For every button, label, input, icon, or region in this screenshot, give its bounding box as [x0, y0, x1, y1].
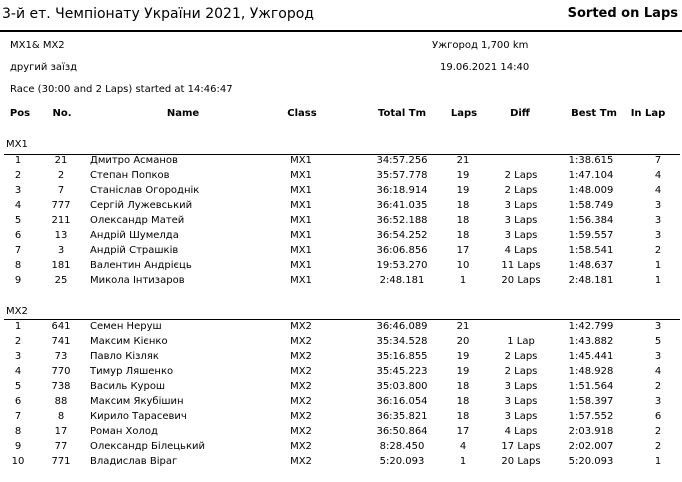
race-name-label: другий заїзд — [10, 62, 78, 73]
cell-laps: 10 — [456, 260, 470, 271]
cell-pos: 1 — [14, 321, 22, 332]
cell-diff: 4 Laps — [504, 426, 538, 437]
cell-diff: 17 Laps — [501, 441, 541, 452]
cell-name: Андрій Шумелда — [90, 230, 179, 241]
cell-total: 35:45.223 — [376, 366, 428, 377]
cell-name: Сергій Лужевський — [90, 200, 193, 211]
cell-laps: 20 — [456, 336, 470, 347]
cell-inlap: 2 — [654, 381, 662, 392]
column-header-diff: Diff — [510, 108, 530, 119]
cell-total: 36:46.089 — [376, 321, 428, 332]
header-divider — [0, 30, 682, 32]
cell-diff: 3 Laps — [504, 411, 538, 422]
cell-name: Владислав Віраг — [90, 456, 178, 467]
cell-name: Степан Попков — [90, 170, 170, 181]
cell-inlap: 5 — [654, 336, 662, 347]
cell-total: 19:53.270 — [376, 260, 428, 271]
cell-no: 25 — [54, 275, 68, 286]
cell-no: 741 — [51, 336, 71, 347]
cell-inlap: 2 — [654, 426, 662, 437]
cell-total: 36:35.821 — [376, 411, 428, 422]
group-label: MX2 — [6, 306, 28, 317]
cell-no: 181 — [51, 260, 71, 271]
column-header-laps: Laps — [450, 108, 478, 119]
track-label: Ужгород 1,700 km — [432, 40, 529, 51]
cell-inlap: 4 — [654, 185, 662, 196]
cell-no: 2 — [57, 170, 65, 181]
group-label: MX1 — [6, 139, 28, 150]
cell-class: MX1 — [290, 260, 312, 271]
cell-pos: 5 — [14, 381, 22, 392]
cell-class: MX2 — [290, 396, 312, 407]
cell-name: Роман Холод — [90, 426, 158, 437]
cell-laps: 21 — [456, 155, 470, 166]
cell-class: MX2 — [290, 351, 312, 362]
cell-no: 21 — [54, 155, 68, 166]
cell-pos: 8 — [14, 260, 22, 271]
cell-laps: 1 — [459, 456, 467, 467]
cell-total: 36:54.252 — [376, 230, 428, 241]
cell-no: 770 — [51, 366, 71, 377]
race-datetime-label: 19.06.2021 14:40 — [440, 62, 530, 73]
sort-indicator: Sorted on Laps — [567, 6, 678, 21]
cell-diff: 1 Lap — [507, 336, 535, 347]
cell-no: 8 — [57, 411, 65, 422]
cell-best: 1:47.104 — [568, 170, 614, 181]
page-title: 3-й ет. Чемпіонату України 2021, Ужгород — [2, 6, 314, 22]
cell-inlap: 4 — [654, 366, 662, 377]
cell-laps: 18 — [456, 215, 470, 226]
cell-laps: 21 — [456, 321, 470, 332]
cell-diff: 2 Laps — [504, 366, 538, 377]
cell-class: MX1 — [290, 230, 312, 241]
cell-total: 35:34.528 — [376, 336, 428, 347]
cell-laps: 18 — [456, 230, 470, 241]
cell-laps: 4 — [459, 441, 467, 452]
cell-name: Дмитро Асманов — [90, 155, 178, 166]
cell-pos: 3 — [14, 185, 22, 196]
cell-class: MX2 — [290, 426, 312, 437]
cell-name: Микола Інтизаров — [90, 275, 185, 286]
cell-diff: 20 Laps — [501, 275, 541, 286]
cell-best: 1:48.637 — [568, 260, 614, 271]
cell-laps: 19 — [456, 366, 470, 377]
cell-diff: 3 Laps — [504, 381, 538, 392]
cell-best: 1:58.541 — [568, 245, 614, 256]
cell-no: 7 — [57, 185, 65, 196]
cell-total: 36:06.856 — [376, 245, 428, 256]
cell-best: 2:03.918 — [568, 426, 614, 437]
cell-best: 1:43.882 — [568, 336, 614, 347]
cell-diff: 3 Laps — [504, 200, 538, 211]
cell-no: 771 — [51, 456, 71, 467]
cell-pos: 10 — [11, 456, 25, 467]
cell-total: 34:57.256 — [376, 155, 428, 166]
classes-label: MX1& MX2 — [10, 40, 65, 51]
cell-name: Тимур Ляшенко — [90, 366, 174, 377]
cell-best: 5:20.093 — [568, 456, 614, 467]
group-divider — [4, 319, 680, 320]
cell-diff: 3 Laps — [504, 230, 538, 241]
cell-pos: 9 — [14, 275, 22, 286]
cell-diff: 3 Laps — [504, 396, 538, 407]
cell-class: MX2 — [290, 336, 312, 347]
cell-class: MX1 — [290, 170, 312, 181]
cell-inlap: 2 — [654, 245, 662, 256]
cell-diff: 2 Laps — [504, 170, 538, 181]
cell-pos: 7 — [14, 411, 22, 422]
cell-no: 88 — [54, 396, 68, 407]
cell-total: 36:16.054 — [376, 396, 428, 407]
cell-total: 35:03.800 — [376, 381, 428, 392]
cell-pos: 2 — [14, 170, 22, 181]
cell-best: 1:51.564 — [568, 381, 614, 392]
cell-best: 1:58.397 — [568, 396, 614, 407]
cell-class: MX2 — [290, 321, 312, 332]
cell-class: MX1 — [290, 185, 312, 196]
cell-diff: 2 Laps — [504, 185, 538, 196]
cell-inlap: 4 — [654, 170, 662, 181]
cell-pos: 6 — [14, 396, 22, 407]
cell-best: 1:58.749 — [568, 200, 614, 211]
cell-class: MX2 — [290, 411, 312, 422]
cell-no: 777 — [51, 200, 71, 211]
column-header-total: Total Tm — [377, 108, 427, 119]
column-header-class: Class — [287, 108, 317, 119]
cell-no: 17 — [54, 426, 68, 437]
cell-best: 1:48.009 — [568, 185, 614, 196]
cell-pos: 8 — [14, 426, 22, 437]
cell-inlap: 3 — [654, 200, 662, 211]
cell-name: Максим Кієнко — [90, 336, 168, 347]
cell-laps: 19 — [456, 170, 470, 181]
cell-diff: 2 Laps — [504, 351, 538, 362]
cell-class: MX1 — [290, 215, 312, 226]
cell-inlap: 7 — [654, 155, 662, 166]
cell-no: 13 — [54, 230, 68, 241]
cell-best: 1:57.552 — [568, 411, 614, 422]
cell-inlap: 1 — [654, 260, 662, 271]
race-description: Race (30:00 and 2 Laps) started at 14:46:47 — [10, 84, 233, 95]
column-header-inlap: In Lap — [630, 108, 666, 119]
cell-best: 1:48.928 — [568, 366, 614, 377]
cell-best: 2:48.181 — [568, 275, 614, 286]
cell-inlap: 3 — [654, 230, 662, 241]
cell-total: 36:18.914 — [376, 185, 428, 196]
cell-total: 35:57.778 — [376, 170, 428, 181]
cell-laps: 18 — [456, 200, 470, 211]
cell-laps: 1 — [459, 275, 467, 286]
cell-no: 738 — [51, 381, 71, 392]
cell-pos: 5 — [14, 215, 22, 226]
cell-pos: 3 — [14, 351, 22, 362]
cell-best: 1:56.384 — [568, 215, 614, 226]
cell-class: MX1 — [290, 275, 312, 286]
cell-diff: 20 Laps — [501, 456, 541, 467]
cell-laps: 18 — [456, 396, 470, 407]
cell-name: Станіслав Огороднік — [90, 185, 200, 196]
column-header-name: Name — [166, 108, 200, 119]
cell-pos: 7 — [14, 245, 22, 256]
cell-total: 35:16.855 — [376, 351, 428, 362]
cell-name: Олександр Матей — [90, 215, 185, 226]
cell-pos: 6 — [14, 230, 22, 241]
cell-total: 36:50.864 — [376, 426, 428, 437]
cell-best: 1:42.799 — [568, 321, 614, 332]
cell-best: 1:45.441 — [568, 351, 614, 362]
cell-class: MX1 — [290, 245, 312, 256]
cell-total: 2:48.181 — [379, 275, 425, 286]
column-header-best: Best Tm — [571, 108, 617, 119]
cell-laps: 18 — [456, 411, 470, 422]
cell-diff: 11 Laps — [501, 260, 541, 271]
cell-laps: 17 — [456, 245, 470, 256]
column-header-no: No. — [52, 108, 72, 119]
cell-total: 36:41.035 — [376, 200, 428, 211]
cell-laps: 18 — [456, 381, 470, 392]
cell-laps: 17 — [456, 426, 470, 437]
cell-no: 73 — [54, 351, 68, 362]
cell-pos: 1 — [14, 155, 22, 166]
cell-no: 641 — [51, 321, 71, 332]
cell-no: 3 — [57, 245, 65, 256]
cell-no: 211 — [51, 215, 71, 226]
cell-inlap: 2 — [654, 441, 662, 452]
cell-inlap: 3 — [654, 321, 662, 332]
cell-pos: 4 — [14, 366, 22, 377]
cell-name: Олександр Білецький — [90, 441, 205, 452]
cell-pos: 2 — [14, 336, 22, 347]
cell-class: MX1 — [290, 155, 312, 166]
cell-diff: 4 Laps — [504, 245, 538, 256]
cell-class: MX2 — [290, 441, 312, 452]
cell-name: Максим Якубішин — [90, 396, 184, 407]
cell-name: Василь Курош — [90, 381, 166, 392]
cell-name: Валентин Андрієць — [90, 260, 192, 271]
cell-best: 2:02.007 — [568, 441, 614, 452]
cell-laps: 19 — [456, 185, 470, 196]
cell-name: Кирило Тарасевич — [90, 411, 187, 422]
cell-total: 36:52.188 — [376, 215, 428, 226]
cell-name: Андрій Страшків — [90, 245, 179, 256]
cell-pos: 4 — [14, 200, 22, 211]
cell-no: 77 — [54, 441, 68, 452]
cell-class: MX1 — [290, 200, 312, 211]
cell-name: Павло Кізляк — [90, 351, 159, 362]
cell-inlap: 1 — [654, 275, 662, 286]
cell-total: 5:20.093 — [379, 456, 425, 467]
cell-name: Семен Неруш — [90, 321, 162, 332]
cell-inlap: 3 — [654, 215, 662, 226]
cell-class: MX2 — [290, 366, 312, 377]
cell-best: 1:59.557 — [568, 230, 614, 241]
cell-class: MX2 — [290, 381, 312, 392]
cell-inlap: 1 — [654, 456, 662, 467]
cell-total: 8:28.450 — [379, 441, 425, 452]
cell-pos: 9 — [14, 441, 22, 452]
cell-class: MX2 — [290, 456, 312, 467]
cell-inlap: 3 — [654, 396, 662, 407]
cell-inlap: 6 — [654, 411, 662, 422]
cell-diff: 3 Laps — [504, 215, 538, 226]
column-header-pos: Pos — [9, 108, 31, 119]
cell-best: 1:38.615 — [568, 155, 614, 166]
cell-inlap: 3 — [654, 351, 662, 362]
cell-laps: 19 — [456, 351, 470, 362]
